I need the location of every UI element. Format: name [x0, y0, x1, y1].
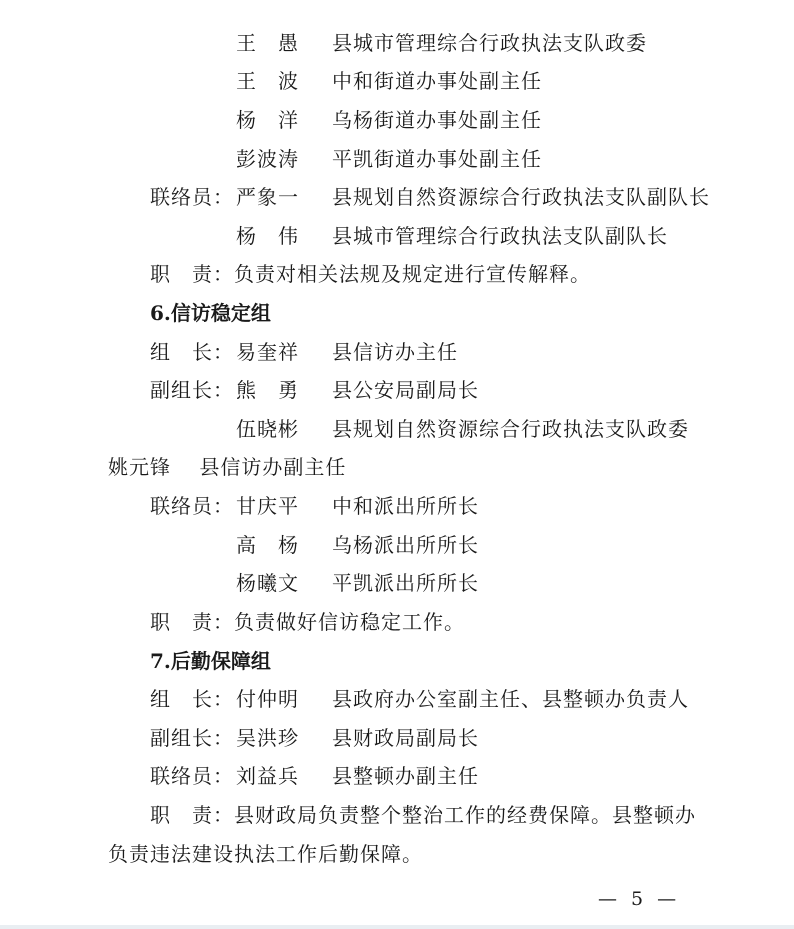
duty-text: 职 责：负责对相关法规及规定进行宣传解释。	[150, 262, 591, 286]
deputy-wrap-line: 姚元锋 县信访办副主任	[108, 455, 347, 479]
liaison-title: 中和派出所所长	[332, 494, 479, 518]
deputy-title: 县规划自然资源综合行政执法支队政委	[332, 417, 689, 441]
deputy-title: 县财政局副局长	[332, 726, 479, 750]
member-name: 王 愚	[236, 31, 299, 55]
leader-name: 付仲明	[236, 687, 299, 711]
duty-text-continued: 负责违法建设执法工作后勤保障。	[108, 842, 423, 866]
deputy-role-label: 副组长：	[150, 378, 234, 402]
member-name: 严象一	[236, 185, 299, 209]
liaison-title: 平凯派出所所长	[332, 571, 479, 595]
leader-title: 县政府办公室副主任、县整顿办负责人	[332, 687, 689, 711]
member-title: 县城市管理综合行政执法支队政委	[332, 31, 647, 55]
deputy-name: 吴洪珍	[236, 726, 299, 750]
deputy-title: 县公安局副局长	[332, 378, 479, 402]
deputy-name: 伍晓彬	[236, 417, 299, 441]
leader-title: 县信访办主任	[332, 340, 458, 364]
member-name: 王 波	[236, 69, 299, 93]
liaison-role-label: 联络员：	[150, 185, 234, 209]
member-name: 杨 洋	[236, 108, 299, 132]
member-title: 平凯街道办事处副主任	[332, 147, 542, 171]
liaison-role-label: 联络员：	[150, 764, 234, 788]
liaison-title: 乌杨派出所所长	[332, 533, 479, 557]
leader-role-label: 组 长：	[150, 340, 234, 364]
liaison-name: 甘庆平	[236, 494, 299, 518]
page-number: — 5 —	[598, 888, 681, 910]
leader-name: 易奎祥	[236, 340, 299, 364]
duty-text: 职 责：负责做好信访稳定工作。	[150, 610, 465, 634]
section-heading: 7.后勤保障组	[150, 649, 271, 673]
member-title: 县城市管理综合行政执法支队副队长	[332, 224, 668, 248]
member-title: 县规划自然资源综合行政执法支队副队长	[332, 185, 710, 209]
member-title: 中和街道办事处副主任	[332, 69, 542, 93]
liaison-role-label: 联络员：	[150, 494, 234, 518]
member-name: 彭波涛	[236, 147, 299, 171]
liaison-name: 杨曦文	[236, 571, 299, 595]
member-title: 乌杨街道办事处副主任	[332, 108, 542, 132]
leader-role-label: 组 长：	[150, 687, 234, 711]
member-name: 杨 伟	[236, 224, 299, 248]
liaison-name: 高 杨	[236, 533, 299, 557]
section-heading: 6.信访稳定组	[150, 301, 271, 325]
deputy-role-label: 副组长：	[150, 726, 234, 750]
deputy-name: 熊 勇	[236, 378, 299, 402]
duty-text: 职 责：县财政局负责整个整治工作的经费保障。县整顿办	[150, 803, 696, 827]
liaison-name: 刘益兵	[236, 764, 299, 788]
liaison-title: 县整顿办副主任	[332, 764, 479, 788]
bottom-edge	[0, 925, 794, 929]
